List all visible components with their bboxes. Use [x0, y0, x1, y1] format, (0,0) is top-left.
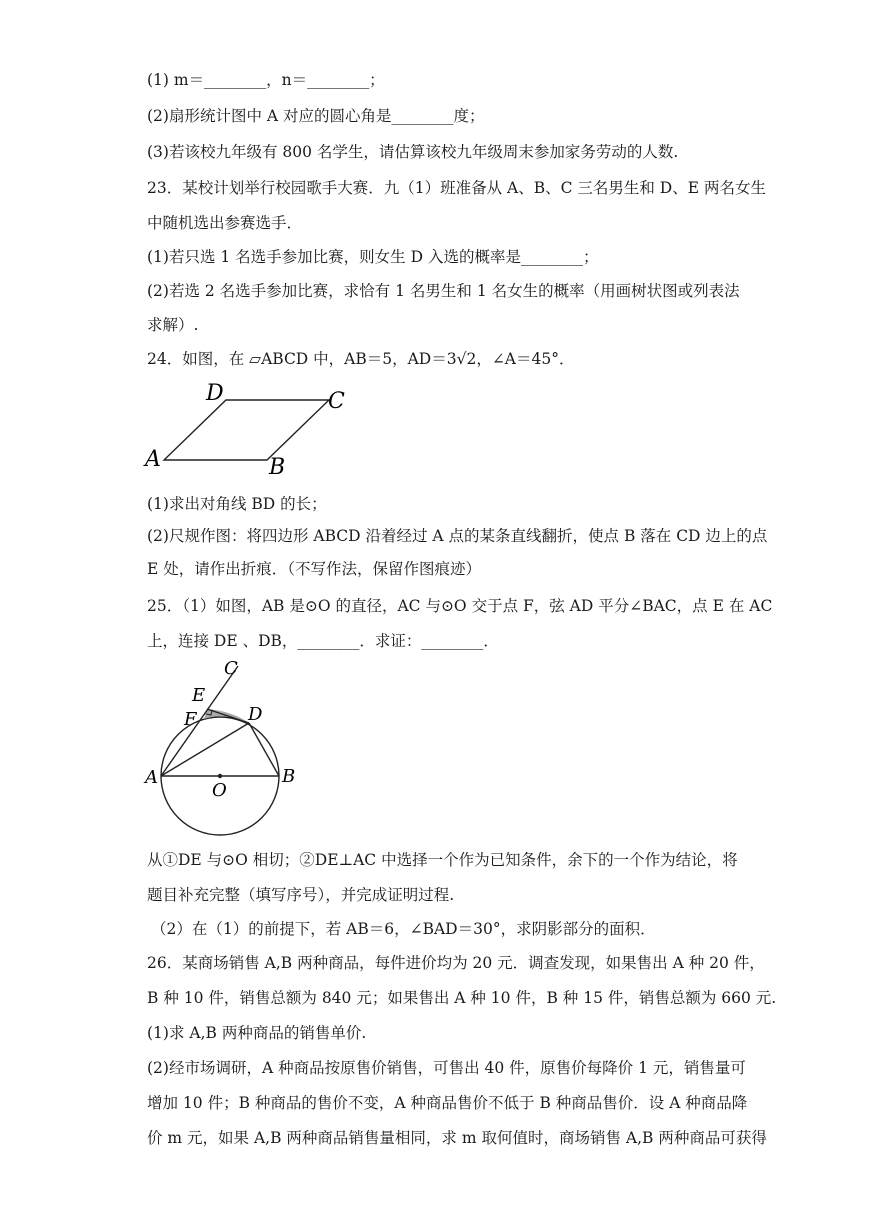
label-E: E: [192, 685, 206, 706]
q25-condition-line1: 从①DE 与⊙O 相切；②DE⊥AC 中选择一个作为已知条件，余下的一个作为结论，将: [147, 851, 738, 869]
q24-parallelogram-figure: [142, 378, 347, 478]
q25-stem-line2: 上，连接 DE 、DB，________．求证：________．: [147, 632, 499, 650]
q26-stem-line1: 26．某商场销售 A,B 两种商品，每件进价均为 20 元．调查发现，如果售出 A 种 20 件，: [147, 954, 765, 972]
q26-part1: (1)求 A,B 两种商品的销售单价.: [147, 1024, 367, 1042]
q22-part1: (1) m＝________，n＝________；: [147, 71, 385, 89]
q23-part1: (1)若只选 1 名选手参加比赛，则女生 D 入选的概率是________；: [147, 248, 599, 266]
q22-part3: (3)若该校九年级有 800 名学生，请估算该校九年级周末参加家务劳动的人数.: [147, 143, 679, 161]
q25-part2: （2）在（1）的前提下，若 AB＝6，∠BAD＝30°，求阴影部分的面积．: [151, 920, 656, 938]
q26-part2-line3: 价 m 元，如果 A,B 两种商品销售量相同，求 m 取何值时，商场销售 A,B 两种商品可获得: [147, 1129, 767, 1147]
q23-part2-line2: 求解）.: [147, 316, 199, 334]
label-D: D: [248, 704, 263, 725]
parallelogram-shape: [164, 400, 329, 460]
q23-stem-line1: 23．某校计划举行校园歌手大赛．九（1）班准备从 A、B、C 三名男生和 D、E 两名女生: [147, 179, 766, 197]
label-C: C: [328, 389, 345, 414]
q24-stem: 24．如图，在 ▱ABCD 中，AB＝5，AD＝3√2，∠A＝45°．: [147, 350, 575, 368]
q24-part1: (1)求出对角线 BD 的长；: [147, 495, 327, 513]
label-A: A: [145, 767, 158, 788]
label-O: O: [212, 780, 227, 801]
label-F: F: [184, 709, 197, 730]
label-A: A: [145, 447, 161, 472]
q26-part2-line1: (2)经市场调研，A 种商品按原售价销售，可售出 40 件，原售价每降价 1 元，销售量可: [147, 1059, 746, 1077]
q24-part2-line1: (2)尺规作图：将四边形 ABCD 沿着经过 A 点的某条直线翻折，使点 B 落在 CD 边上的点: [147, 527, 768, 545]
center-point: [218, 774, 222, 778]
q24-part2-line2: E 处，请作出折痕．（不写作法，保留作图痕迹）: [147, 560, 481, 578]
q26-stem-line2: B 种 10 件，销售总额为 840 元；如果售出 A 种 10 件，B 种 15 件，销售总额为 660 元.: [147, 989, 777, 1007]
q25-condition-line2: 题目补充完整（填写序号），并完成证明过程.: [147, 886, 455, 904]
label-D: D: [206, 381, 224, 406]
chord-AD: [161, 723, 249, 776]
label-C: C: [224, 658, 238, 679]
q23-stem-line2: 中随机选出参赛选手．: [147, 214, 303, 232]
q25-circle-figure: [140, 652, 310, 838]
label-B: B: [269, 455, 286, 478]
q22-part2: (2)扇形统计图中 A 对应的圆心角是________度；: [147, 107, 485, 125]
label-B: B: [282, 766, 296, 787]
line-AC: [161, 666, 238, 776]
q25-stem-line1: 25．（1）如图，AB 是⊙O 的直径，AC 与⊙O 交于点 F，弦 AD 平分∠BAC，点 E 在 AC: [147, 597, 773, 615]
q23-part2-line1: (2)若选 2 名选手参加比赛，求恰有 1 名男生和 1 名女生的概率（用画树状图或列表法: [147, 282, 740, 300]
q26-part2-line2: 增加 10 件；B 种商品的售价不变，A 种商品售价不低于 B 种商品售价．设 A 种商品降: [147, 1094, 748, 1112]
chord-DB: [249, 723, 279, 776]
